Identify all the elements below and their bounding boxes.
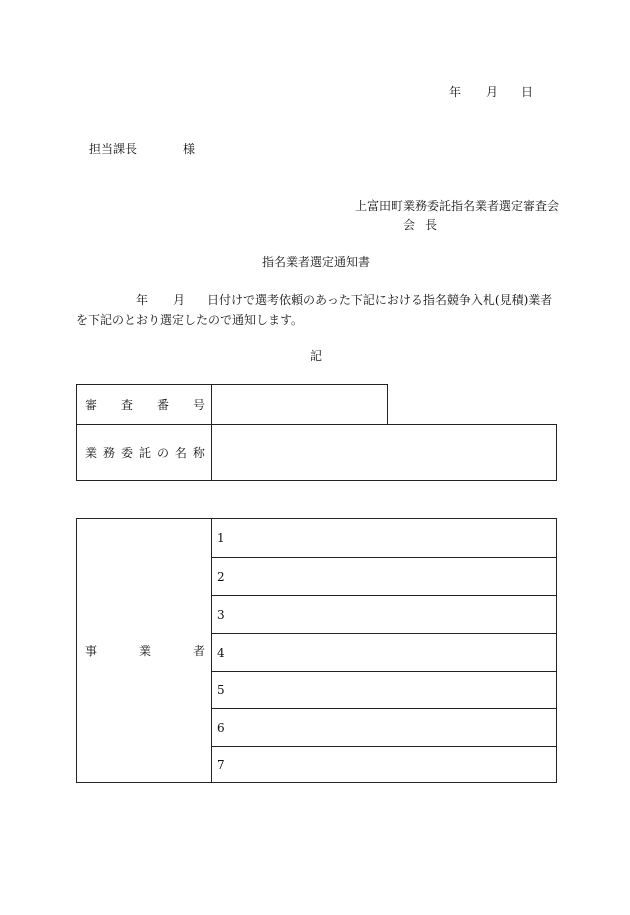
contractor-row-4[interactable]: 4 (211, 633, 556, 671)
sender-organization: 上富田町業務委託指名業者選定審査会 (355, 199, 560, 213)
addressee-title: 担当課長 (89, 142, 138, 156)
contractor-row-5[interactable]: 5 (211, 671, 556, 708)
contractor-row-2[interactable]: 2 (211, 557, 556, 595)
review-number-row (76, 384, 388, 425)
body-month: 月 (173, 293, 186, 307)
contractors-label: 事 業 者 (85, 644, 205, 658)
contract-name-value[interactable] (212, 425, 556, 480)
contractors-table (76, 518, 557, 783)
date-day: 日 (521, 85, 534, 99)
ki-heading: 記 (310, 349, 323, 363)
contractor-row-6[interactable]: 6 (211, 708, 556, 746)
date-year: 年 (449, 85, 462, 99)
body-line-1: 日付けで選考依頼のあった下記における指名競争入札(見積)業者 (207, 293, 553, 307)
body-line-2: を下記のとおり選定したので通知します。 (76, 313, 304, 327)
body-year: 年 (136, 293, 149, 307)
contractor-row-1[interactable]: 1 (217, 531, 225, 545)
review-number-value[interactable] (212, 385, 387, 424)
contract-name-label: 業 務 委 託 の 名 称 (85, 446, 205, 460)
addressee-honorific: 様 (183, 142, 196, 156)
sender-position: 会長 (403, 218, 448, 232)
contractor-row-7[interactable]: 7 (211, 746, 556, 782)
contract-name-row (76, 424, 557, 481)
contractor-row-3[interactable]: 3 (211, 595, 556, 633)
date-month: 月 (486, 85, 499, 99)
document-title: 指名業者選定通知書 (262, 255, 371, 269)
review-number-label: 審 査 番 号 (85, 398, 205, 412)
